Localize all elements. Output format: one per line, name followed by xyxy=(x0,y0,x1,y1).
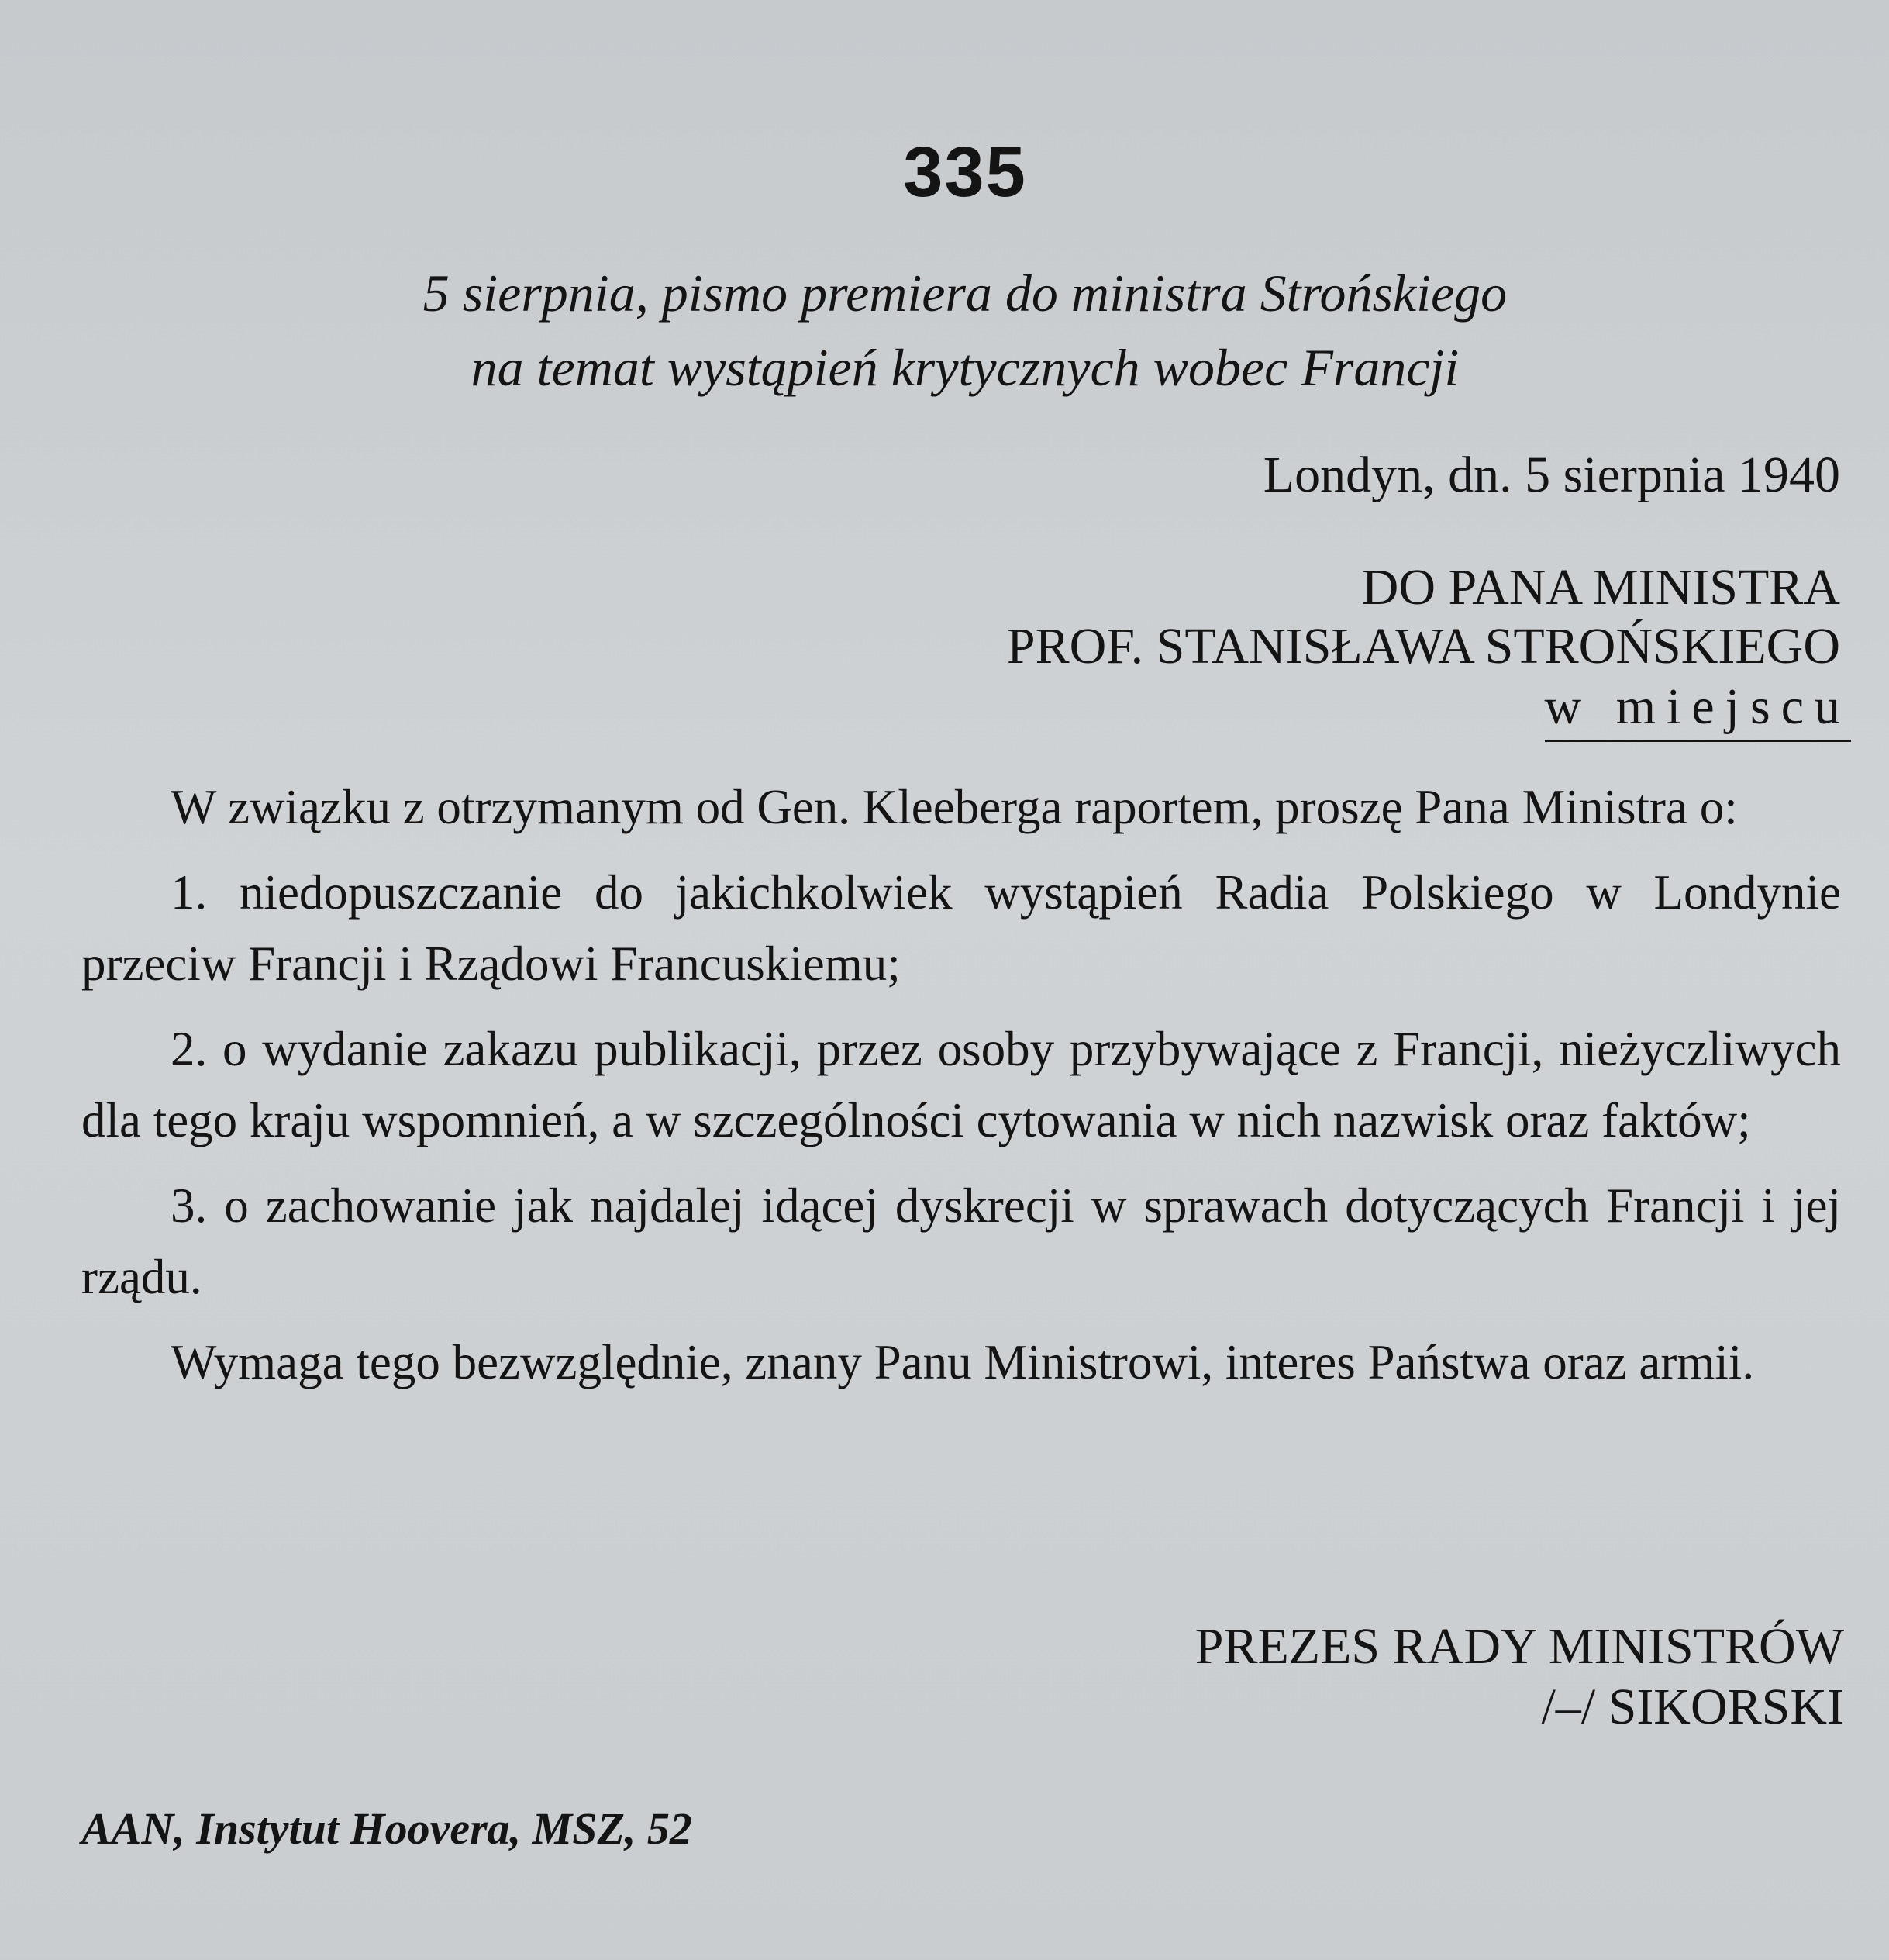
signature-name: /–/ SIKORSKI xyxy=(1541,1679,1844,1735)
paragraph-point-3: 3. o zachowanie jak najdalej idącej dyskrecji w sprawach dotyczących Francji i jej rządu. xyxy=(81,1178,1841,1304)
addressee-block xyxy=(1006,558,1851,742)
document-number: 335 xyxy=(903,133,1027,212)
document-title xyxy=(279,256,1651,405)
paragraph-point-2: 2. o wydanie zakazu publikacji, przez osoby przybywające z Francji, nieżyczliwych dla tego kraju wspomnień, a w szczególności cytowania w nich nazwisk oraz faktów; xyxy=(81,1022,1841,1147)
addressee-line-2: PROF. STANISŁAWA STROŃSKIEGO xyxy=(1006,618,1840,675)
document-title-line-2: na temat wystąpień krytycznych wobec Francji xyxy=(471,338,1460,397)
paragraph-point-1: 1. niedopuszczanie do jakichkolwiek wystąpień Radia Polskiego w Londynie przeciw Francji i Rządowi Francuskiemu; xyxy=(81,865,1841,991)
signature-block xyxy=(1195,1617,1844,1737)
paragraph-intro: W związku z otrzymanym od Gen. Kleeberga raportem, proszę Pana Ministra o: xyxy=(171,780,1738,834)
source-citation: AAN, Instytut Hoovera, MSZ, 52 xyxy=(81,1803,692,1854)
addressee-line-3: w miejscu xyxy=(1545,678,1851,742)
letter-body xyxy=(81,771,1841,1412)
signature-title: PREZES RADY MINISTRÓW xyxy=(1194,1618,1844,1675)
addressee-line-1: DO PANA MINISTRA xyxy=(1361,559,1840,616)
paragraph-closing: Wymaga tego bezwzględnie, znany Panu Ministrowi, interes Państwa oraz armii. xyxy=(171,1335,1755,1389)
place-and-date: Londyn, dn. 5 sierpnia 1940 xyxy=(1263,447,1840,503)
document-title-line-1: 5 sierpnia, pismo premiera do ministra Strońskiego xyxy=(422,264,1508,323)
